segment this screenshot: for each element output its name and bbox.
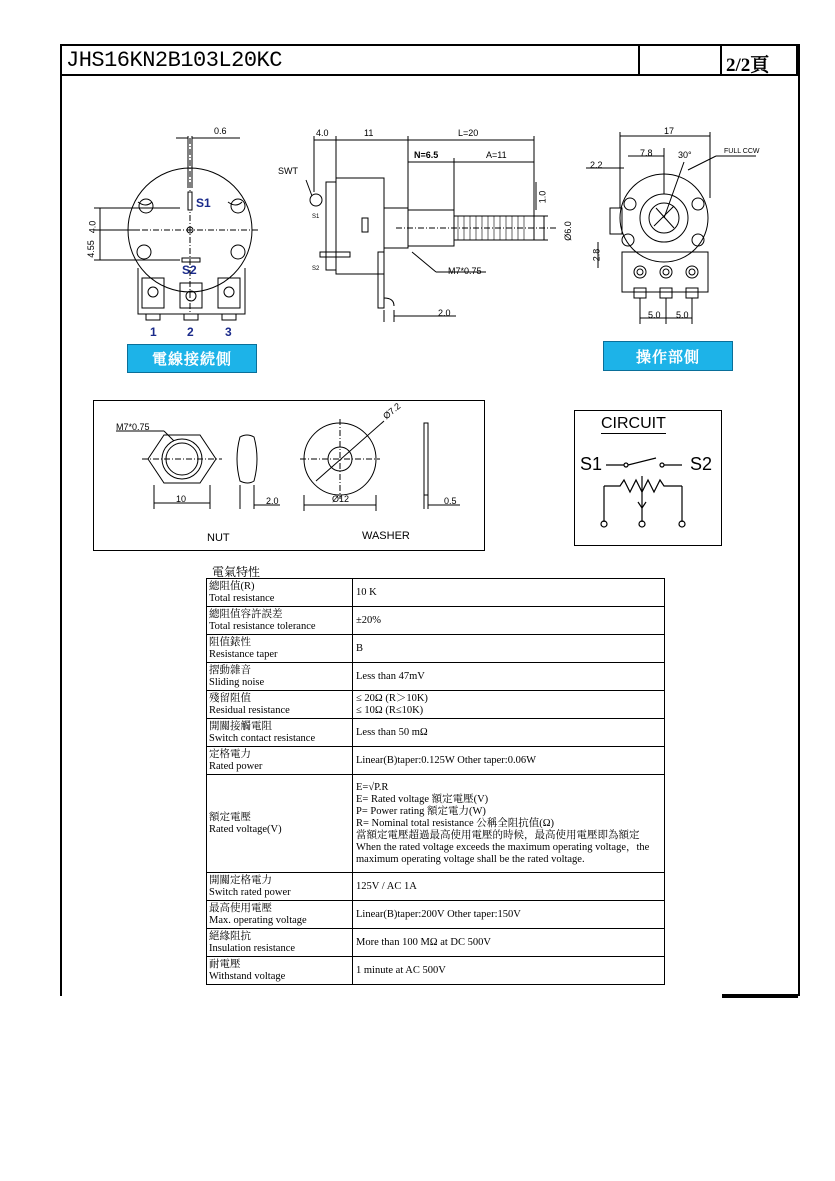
table-row <box>207 901 665 929</box>
spec-label-zh: 殘留阻值 <box>209 692 251 704</box>
spec-value: Linear(B)taper:0.125W Other taper:0.06W <box>353 747 665 775</box>
dim-side-a: A=11 <box>486 150 507 160</box>
nut-thread-label: M7*0.75 <box>116 422 150 432</box>
spec-value: Less than 47mV <box>353 663 665 691</box>
spec-label-en: Resistance taper <box>209 648 278 660</box>
spec-label-en: Max. operating voltage <box>209 914 307 926</box>
dim-rear-pitch2: 5.0 <box>676 310 689 320</box>
spec-label-zh: 耐電壓 <box>209 958 241 970</box>
table-row <box>207 747 665 775</box>
spec-value: ±20% <box>353 607 665 635</box>
nut-width-dim: 10 <box>176 494 187 504</box>
dim-rear-d2: 2.2 <box>590 160 603 170</box>
spec-value: Less than 50 mΩ <box>353 719 665 747</box>
spec-label-en: Switch contact resistance <box>209 732 316 744</box>
washer-od-dim: Ø12 <box>332 494 350 504</box>
spec-value-line: ≤ 10Ω (R≤10K) <box>356 704 424 716</box>
spec-label-en: Switch rated power <box>209 886 291 898</box>
pin-2-label: 2 <box>187 325 194 339</box>
spec-label-zh: 最高使用電壓 <box>209 902 272 914</box>
spec-label-zh: 開關定格電力 <box>209 874 272 886</box>
circuit-s1-label: S1 <box>580 454 603 474</box>
full-ccw-label: FULL CCW <box>724 148 760 155</box>
spec-value-line: 當額定電壓超過最高使用電壓的時候，最高使用電壓即為額定 <box>356 829 640 841</box>
table-row <box>207 691 665 719</box>
dim-offset-b: 4.55 <box>85 240 96 258</box>
dim-rear-width: 17 <box>664 126 675 136</box>
dim-side-thread: M7*0.75 <box>448 266 482 276</box>
page-number: 2/2頁 <box>726 55 770 76</box>
spec-value: Linear(B)taper:200V Other taper:150V <box>353 901 665 929</box>
spec-label-en: Rated power <box>209 760 263 772</box>
table-row <box>207 579 665 607</box>
spec-label-en: Insulation resistance <box>209 942 296 954</box>
table-row <box>207 635 665 663</box>
dim-rear-d1: 7.8 <box>640 148 653 158</box>
swt-label: SWT <box>278 166 298 176</box>
spec-value: 125V / AC 1A <box>353 873 665 901</box>
dim-side-dia: Ø6.0 <box>562 221 573 241</box>
s1-label: S1 <box>196 196 211 210</box>
nut-label: NUT <box>207 532 230 544</box>
nut-washer-drawing <box>94 401 484 549</box>
spec-value-line: E= Rated voltage 額定電壓(V) <box>356 793 489 805</box>
table-row <box>207 873 665 901</box>
dim-rear-angle: 30° <box>678 150 692 160</box>
dim-offset-a: 4.0 <box>87 220 98 234</box>
front-view-drawing <box>80 118 280 343</box>
spec-value-line: maximum operating voltage shall be the rated voltage. <box>356 853 585 865</box>
circuit-schematic <box>574 410 722 546</box>
pin-1-label: 1 <box>150 325 157 339</box>
table-row <box>207 957 665 985</box>
spec-label-zh: 阻值錶性 <box>209 636 251 648</box>
washer-thickness-dim: 0.5 <box>444 496 457 506</box>
circuit-title: CIRCUIT <box>601 415 666 432</box>
spec-value-line: When the rated voltage exceeds the maximum operating voltage，the <box>356 841 650 853</box>
dim-rear-pitch1: 5.0 <box>648 310 661 320</box>
dim-side-length: L=20 <box>458 128 479 138</box>
spec-label-zh: 總阻值容許誤差 <box>209 608 283 620</box>
dim-side-n: N=6.5 <box>414 150 439 160</box>
spec-value-line: R= Nominal total resistance 公稱全阻抗值(Ω) <box>356 817 555 829</box>
dim-top-width: 0.6 <box>214 126 227 136</box>
spec-label-en: Sliding noise <box>209 676 265 688</box>
spec-value: 10 K <box>353 579 665 607</box>
dim-side-bottom: 2.0 <box>438 308 451 318</box>
spec-label-en: Rated voltage(V) <box>209 823 282 835</box>
spec-value: B <box>353 635 665 663</box>
spec-table <box>206 578 665 985</box>
spec-value-line: E=√P.R <box>356 781 389 793</box>
spec-value-line: ≤ 20Ω (R＞10K) <box>356 692 428 704</box>
dim-side-d2: 11 <box>364 128 374 138</box>
title-divider <box>638 44 640 76</box>
circuit-s2-label: S2 <box>690 454 713 474</box>
spec-label-en: Residual resistance <box>209 704 290 716</box>
table-row <box>207 719 665 747</box>
table-row <box>207 663 665 691</box>
nut-thickness-dim: 2.0 <box>266 496 279 506</box>
spec-value: More than 100 MΩ at DC 500V <box>353 929 665 957</box>
table-row <box>207 929 665 957</box>
spec-label-en: Total resistance tolerance <box>209 620 316 632</box>
dim-side-h: 1.0 <box>537 190 548 204</box>
title-divider <box>720 44 722 76</box>
dim-rear-d3: 2.8 <box>591 248 602 262</box>
side-s1-label: S1 <box>312 214 320 220</box>
spec-label-zh: 絕緣阻抗 <box>209 930 251 942</box>
spec-value-line: P= Power rating 額定電力(W) <box>356 805 486 817</box>
dim-side-d1: 4.0 <box>316 128 329 138</box>
footer-bar <box>722 994 798 998</box>
s2-label: S2 <box>182 263 197 277</box>
spec-label-en: Total resistance <box>209 592 275 604</box>
spec-value: 1 minute at AC 500V <box>353 957 665 985</box>
pin-3-label: 3 <box>225 325 232 339</box>
side-s2-label: S2 <box>312 266 320 272</box>
spec-label-zh: 定格電力 <box>209 748 251 760</box>
spec-label-zh: 摺動雜音 <box>209 664 251 676</box>
table-row <box>207 607 665 635</box>
operation-side-caption: 操作部側 <box>603 341 733 371</box>
table-row <box>207 775 665 873</box>
wire-side-caption: 電線接続側 <box>127 344 257 373</box>
washer-id-dim: Ø7.2 <box>381 400 403 422</box>
spec-label-zh: 額定電壓 <box>209 811 251 823</box>
spec-label-en: Withstand voltage <box>209 970 286 982</box>
spec-label-zh: 總阻值(R) <box>209 580 255 592</box>
part-number-title: JHS16KN2B103L20KC <box>66 48 282 73</box>
washer-label: WASHER <box>362 530 410 542</box>
spec-caption: 電氣特性 <box>212 565 261 579</box>
spec-label-zh: 開關接觸電阻 <box>209 720 272 732</box>
